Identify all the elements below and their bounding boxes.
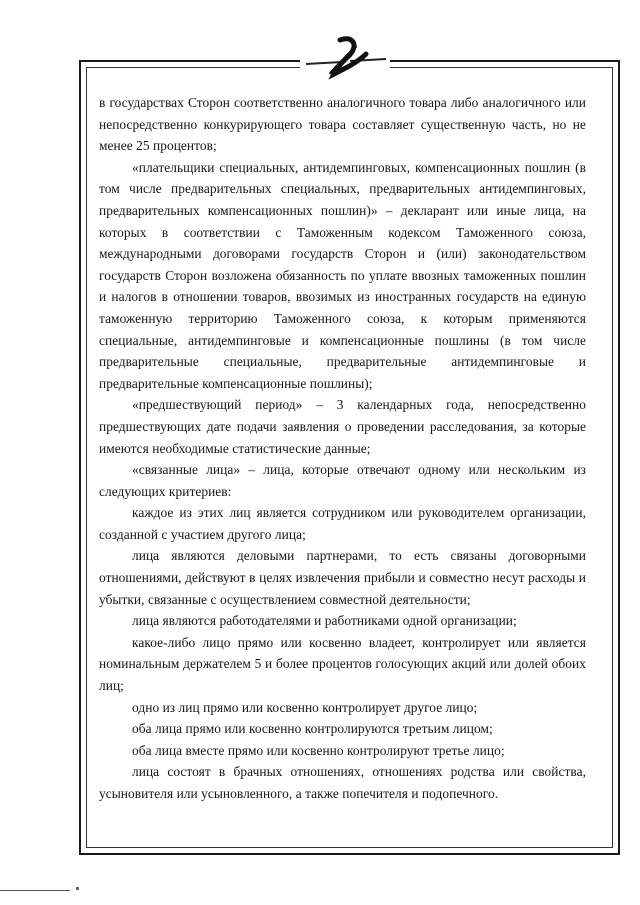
paragraph: «плательщики специальных, антидемпинговых, компенсационных пошлин (в том числе предварительных специальных, предварительных антидемпинговых, предварительных компенсационных пошлин)» – декларант или иные лица, на которых в соответствии с Таможенным кодексом Таможенного союза, международными договорами государств Сторон и (или) законодательством государств Сторон возложена обязанность по уплате ввозных таможенных пошлин и налогов в отношении товаров, ввозимых из иностранных государств на единую таможенную территорию Таможенного союза, к которым применяются специальные, антидемпинговые и компенсационные пошлины (в том числе предварительные специальные, предварительные антидемпинговые и предварительные компенсационные пошлины); — [99, 159, 586, 391]
paragraph: лица являются деловыми партнерами, то есть связаны договорными отношениями, действуют в целях извлечения прибыли и совместно несут расходы и убытки, связанные с осуществлением совместной деятельности; — [99, 548, 586, 607]
paragraph: какое-либо лицо прямо или косвенно владеет, контролирует или является номинальным держателем 5 и более процентов голосующих акций или долей обоих лиц; — [99, 634, 586, 694]
paragraph: оба лица прямо или косвенно контролируются третьим лицом; — [132, 721, 493, 737]
emblem-icon — [300, 34, 390, 82]
footer-mark — [76, 887, 79, 890]
paragraph: лица являются работодателями и работниками одной организации; — [132, 613, 517, 629]
footer-line — [0, 890, 70, 891]
paragraph: лица состоят в брачных отношениях, отношениях родства или свойства, усыновителя или усыновленного, а также попечителя и подопечного. — [99, 764, 586, 801]
paragraph: каждое из этих лиц является сотрудником или руководителем организации, созданной с участием другого лица; — [99, 505, 586, 542]
paragraph: одно из лиц прямо или косвенно контролирует другое лицо; — [132, 699, 478, 715]
document-body — [99, 92, 586, 805]
paragraph: «связанные лица» – лица, которые отвечают одному или нескольким из следующих критериев: — [99, 462, 586, 499]
paragraph: в государствах Сторон соответственно аналогичного товара либо аналогичного или непосредственно конкурирующего товара составляет существенную часть, но не менее 25 процентов; — [99, 95, 586, 154]
paragraph: «предшествующий период» – 3 календарных года, непосредственно предшествующих дате подачи заявления о проведении расследования, за которые имеются необходимые статистические данные; — [99, 397, 586, 456]
paragraph: оба лица вместе прямо или косвенно контролируют третье лицо; — [132, 742, 505, 758]
